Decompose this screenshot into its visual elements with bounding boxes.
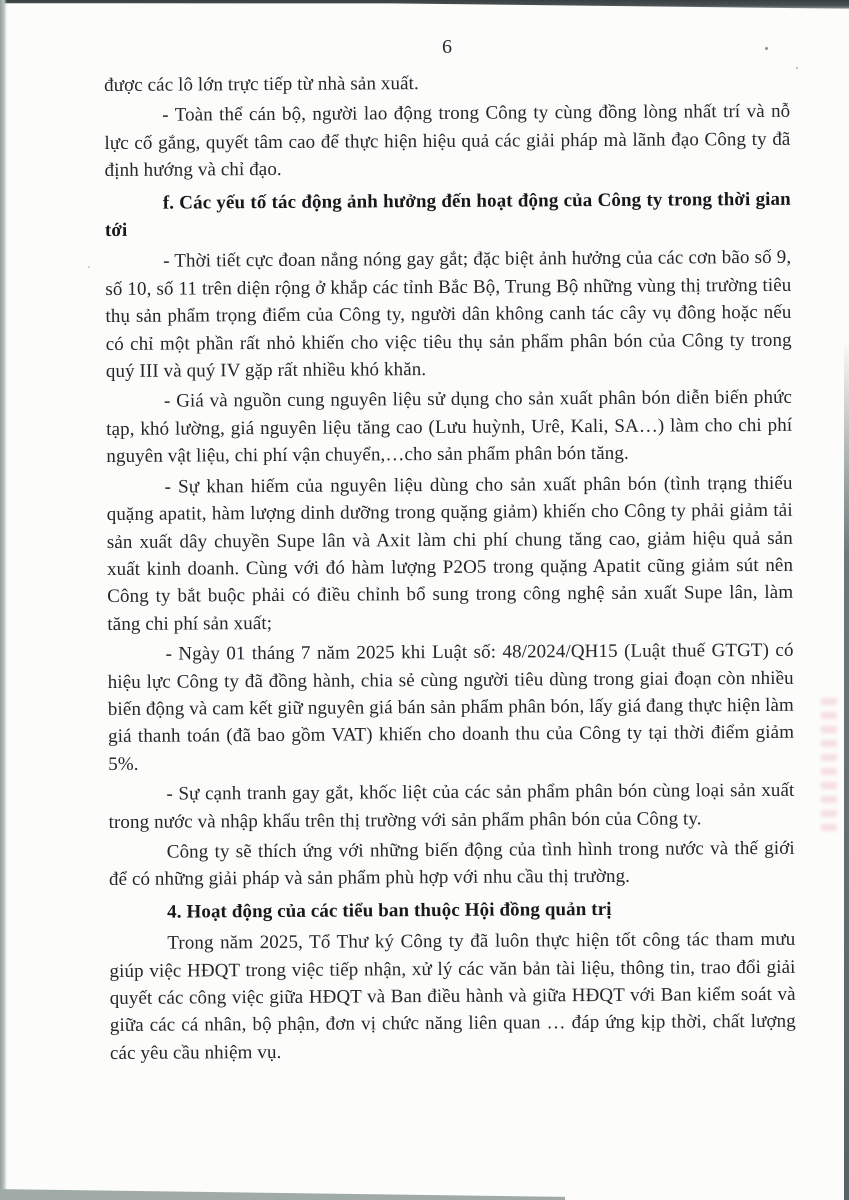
scan-left-edge-artifact <box>0 0 7 1200</box>
bullet-weather-paragraph: - Thời tiết cực đoan nắng nóng gay gắt; đặc biệt ảnh hưởng của các cơn bão số 9, số 10, số 11 trên diện rộng ở khắp các tỉnh Bắc Bộ, Trung Bộ những vùng thị trường tiêu thụ sản phẩm trọng điểm của Công ty, người dân không canh tác cây vụ đông hoặc nếu có chỉ một phần rất nhỏ khiến cho việc tiêu thụ sản phẩm phân bón của Công ty trong quý III và quý IV gặp rất nhiều khó khăn. <box>105 247 792 383</box>
scan-bottom-edge-artifact <box>0 1186 565 1200</box>
section-heading-f-factors: f. Các yếu tố tác động ảnh hưởng đến hoạt động của Công ty trong thời gian tới <box>104 188 791 242</box>
section-heading-4-subcommittees: 4. Hoạt động của các tiểu ban thuộc Hội đồng quản trị <box>167 898 612 923</box>
bullet-material-scarcity-paragraph: - Sự khan hiếm của nguyên liệu dùng cho sản xuất phân bón (tình trạng thiếu quặng apatit, hàm lượng dinh dưỡng trong quặng giảm) khiến cho Công ty phải giảm tải sản xuất dây chuyền Supe lân và Axit làm chi phí chung tăng cao, giảm hiệu quả sản xuất kinh doanh. Cùng với đó hàm lượng P2O5 trong quặng Apatit cũng giảm sút nên Công ty bắt buộc phải có điều chỉnh bổ sung trong công nghệ sản xuất Supe lân, làm tăng chi phí sản xuất; <box>106 472 794 635</box>
bullet-competition-paragraph: - Sự cạnh tranh gay gắt, khốc liệt của các sản phẩm phân bón cùng loại sản xuất trong nước và nhập khẩu trên thị trường với sản phẩm phân bón của Công ty. <box>108 779 795 833</box>
faded-margin-handwriting-artifact <box>821 698 837 838</box>
scan-speck <box>88 266 90 268</box>
market-adaptation-paragraph: Công ty sẽ thích ứng với những biến động của tình hình trong nước và thế giới để có những giải pháp và sản phẩm phù hợp với nhu cầu thị trường. <box>108 837 795 891</box>
bullet-vat-law-paragraph: - Ngày 01 tháng 7 năm 2025 khi Luật số: 48/2024/QH15 (Luật thuế GTGT) có hiệu lực Công ty đã đồng hành, chia sẻ cùng người tiêu dùng trong giai đoạn còn nhiều biến động và cam kết giữ nguyên giá bán sản phẩm phân bón, lấy giá đang thực hiện làm giá thanh toán (đã bao gồm VAT) khiến cho doanh thu của Công ty tại thời điểm giảm 5%. <box>107 639 795 775</box>
document-body <box>104 68 796 1070</box>
bullet-material-prices-paragraph: - Giá và nguồn cung nguyên liệu sử dụng cho sản xuất phân bón diễn biến phức tạp, khó lường, giá nguyên liệu tăng cao (Lưu huỳnh, Urê, Kali, SA…) làm cho chi phí nguyên vật liệu, chi phí vận chuyển,…cho sản phẩm phân bón tăng. <box>106 387 793 468</box>
bullet-staff-commitment-paragraph: - Toàn thể cán bộ, người lao động trong Công ty cùng đồng lòng nhất trí và nỗ lực cố gắng, quyết tâm cao để thực hiện hiệu quả các giải pháp mà lãnh đạo Công ty đã định hướng và chỉ đạo. <box>104 101 791 182</box>
page-number: 6 <box>442 36 452 58</box>
secretary-team-paragraph: Trong năm 2025, Tổ Thư ký Công ty đã luôn thực hiện tốt công tác tham mưu giúp việc HĐQT trong việc tiếp nhận, xử lý các văn bản tài liệu, thông tin, trao đổi giải quyết các công việc giữa HĐQT và Ban điều hành và giữa HĐQT với Ban kiểm soát và giữa các cá nhân, bộ phận, đơn vị chức năng liên quan … đáp ứng kịp thời, chất lượng các yêu cầu nhiệm vụ. <box>109 928 796 1064</box>
continuation-paragraph: được các lô lớn trực tiếp từ nhà sản xuất. <box>104 73 419 96</box>
scan-right-edge-artifact <box>844 340 849 1200</box>
scan-speck <box>796 67 798 69</box>
scan-top-edge-artifact <box>0 0 849 10</box>
